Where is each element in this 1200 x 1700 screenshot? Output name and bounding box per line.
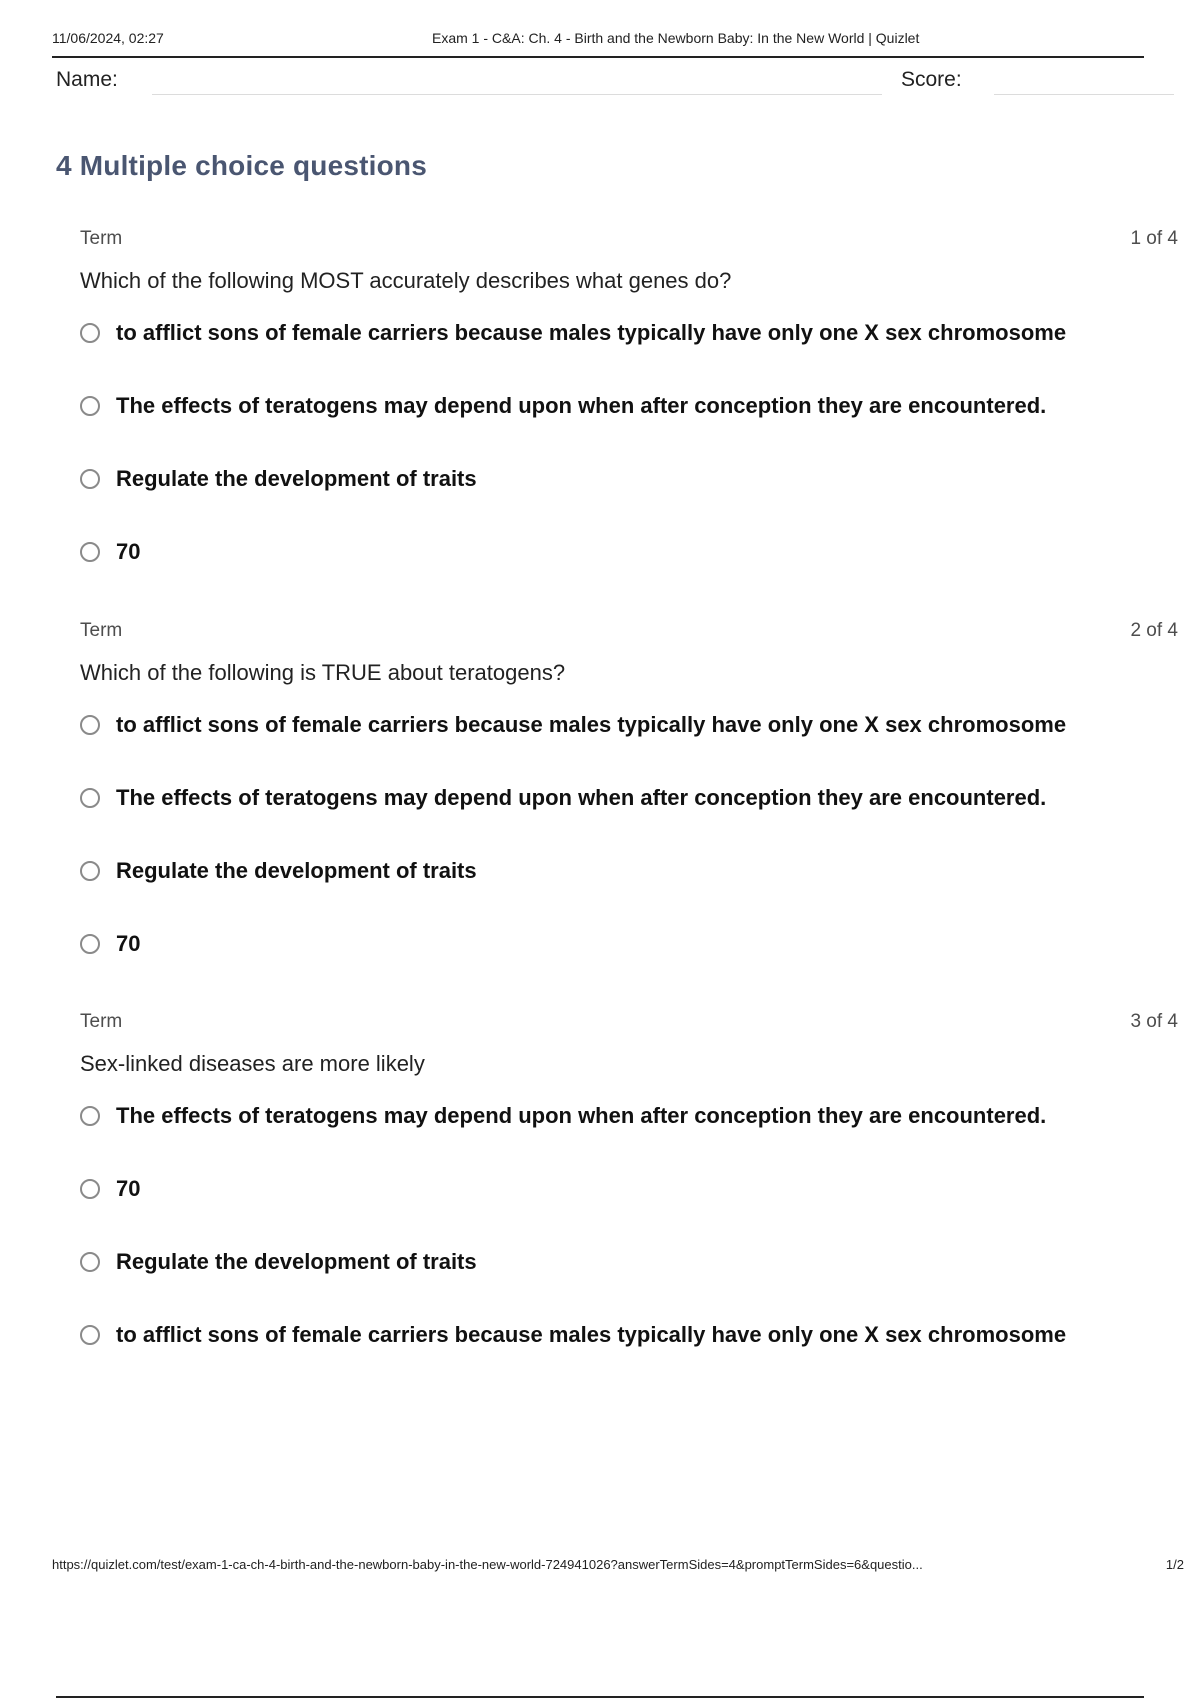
option-label: The effects of teratogens may depend upon when after conception they are encountered. — [116, 393, 1047, 418]
radio-button[interactable] — [80, 861, 100, 881]
term-label: Term — [80, 1011, 123, 1032]
option-4[interactable] — [80, 931, 1178, 1004]
question-meta — [80, 1011, 1178, 1037]
score-label: Score: — [901, 68, 962, 91]
option-label: to afflict sons of female carriers because males typically have only one X sex chromosome — [116, 320, 1067, 345]
print-footer — [52, 1557, 1184, 1577]
option-label: Regulate the development of traits — [116, 858, 477, 883]
option-3[interactable] — [80, 466, 1178, 539]
footer-divider — [56, 1696, 1144, 1698]
option-label: to afflict sons of female carriers because males typically have only one X sex chromosome — [116, 1322, 1067, 1347]
question-meta — [80, 228, 1178, 254]
question-prompt: Which of the following is TRUE about teratogens? — [80, 660, 566, 685]
radio-button[interactable] — [80, 1179, 100, 1199]
options-list — [80, 712, 1178, 1004]
section-title: 4 Multiple choice questions — [56, 150, 428, 181]
option-3[interactable] — [80, 1249, 1178, 1322]
question-3 — [80, 1011, 1178, 1395]
radio-button[interactable] — [80, 1252, 100, 1272]
option-label: 70 — [116, 1176, 141, 1201]
question-meta — [80, 620, 1178, 646]
option-label: Regulate the development of traits — [116, 1249, 477, 1274]
print-header — [52, 28, 1144, 50]
question-counter: 1 of 4 — [1130, 228, 1178, 249]
radio-button[interactable] — [80, 715, 100, 735]
question-1 — [80, 228, 1178, 612]
page-url: https://quizlet.com/test/exam-1-ca-ch-4-birth-and-the-newborn-baby-in-the-new-world-724941026?answerTermSides=4&promptTermSides=6&questio... — [52, 1557, 923, 1572]
option-3[interactable] — [80, 858, 1178, 931]
document-title: Exam 1 - C&A: Ch. 4 - Birth and the Newborn Baby: In the New World | Quizlet — [432, 30, 920, 46]
question-prompt: Sex-linked diseases are more likely — [80, 1051, 425, 1076]
option-label: The effects of teratogens may depend upon when after conception they are encountered. — [116, 785, 1047, 810]
question-counter: 3 of 4 — [1130, 1011, 1178, 1032]
term-label: Term — [80, 228, 123, 249]
option-2[interactable] — [80, 785, 1178, 858]
term-label: Term — [80, 620, 123, 641]
option-1[interactable] — [80, 712, 1178, 785]
name-field[interactable] — [152, 94, 882, 95]
question-counter: 2 of 4 — [1130, 620, 1178, 641]
option-label: 70 — [116, 931, 141, 956]
page-number: 1/2 — [1165, 1557, 1184, 1572]
option-label: to afflict sons of female carriers because males typically have only one X sex chromosome — [116, 712, 1067, 737]
option-label: Regulate the development of traits — [116, 466, 477, 491]
print-date: 11/06/2024, 02:27 — [52, 30, 164, 46]
option-1[interactable] — [80, 320, 1178, 393]
options-list — [80, 1103, 1178, 1395]
option-label: The effects of teratogens may depend upon when after conception they are encountered. — [116, 1103, 1047, 1128]
radio-button[interactable] — [80, 934, 100, 954]
options-list — [80, 320, 1178, 612]
option-1[interactable] — [80, 1103, 1178, 1176]
name-label: Name: — [56, 68, 118, 91]
option-4[interactable] — [80, 539, 1178, 612]
radio-button[interactable] — [80, 1325, 100, 1345]
option-4[interactable] — [80, 1322, 1178, 1395]
question-prompt: Which of the following MOST accurately describes what genes do? — [80, 268, 732, 293]
radio-button[interactable] — [80, 469, 100, 489]
radio-button[interactable] — [80, 1106, 100, 1126]
radio-button[interactable] — [80, 542, 100, 562]
question-2 — [80, 620, 1178, 1004]
radio-button[interactable] — [80, 323, 100, 343]
option-label: 70 — [116, 539, 141, 564]
score-field[interactable] — [994, 94, 1174, 95]
option-2[interactable] — [80, 1176, 1178, 1249]
name-score-row — [56, 64, 1176, 100]
radio-button[interactable] — [80, 396, 100, 416]
option-2[interactable] — [80, 393, 1178, 466]
radio-button[interactable] — [80, 788, 100, 808]
header-divider — [52, 56, 1144, 58]
